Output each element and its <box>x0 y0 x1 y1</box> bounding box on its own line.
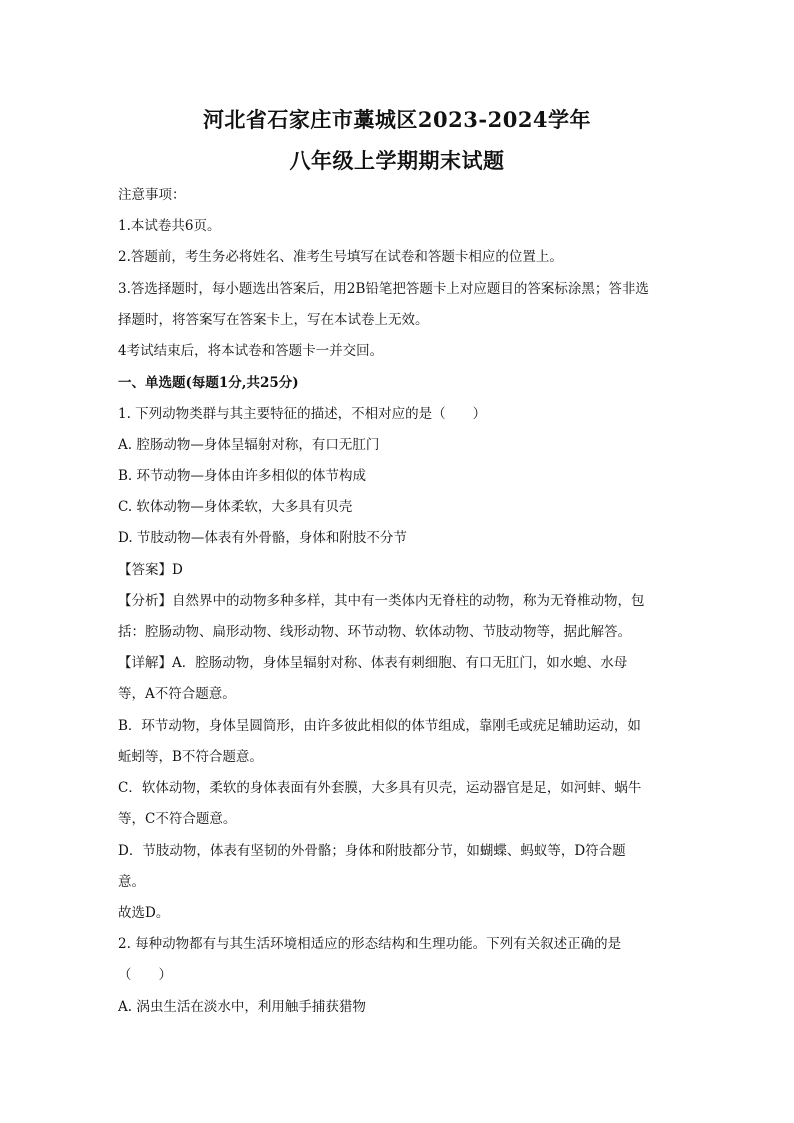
question-1-option-b: B. 环节动物—身体由许多相似的体节构成 <box>118 468 367 484</box>
question-1-explanation-line: 【详解】A．腔肠动物，身体呈辐射对称、体表有刺细胞、有口无肛门，如水螅、水母 <box>118 655 628 671</box>
question-1-conclusion: 故选D。 <box>118 905 170 921</box>
question-1-option-d: D. 节肢动物—体表有外骨骼，身体和附肢不分节 <box>118 530 407 546</box>
notice-item: 3.答选择题时，每小题选出答案后，用2B铅笔把答题卡上对应题目的答案标涂黑；答非选 <box>118 281 649 297</box>
question-1-option-c: C. 软体动物—身体柔软，大多具有贝壳 <box>118 499 353 515</box>
question-2-stem: 2. 每种动物都有与其生活环境相适应的形态结构和生理功能。下列有关叙述正确的是 <box>118 936 622 952</box>
question-1-option-a: A. 腔肠动物—身体呈辐射对称，有口无肛门 <box>118 437 380 453</box>
question-1-analysis-line: 【分析】自然界中的动物多种多样，其中有一类体内无脊柱的动物，称为无脊椎动物，包 <box>118 593 645 609</box>
notice-item: 1.本试卷共6页。 <box>118 218 221 234</box>
question-1-explanation-line: 意。 <box>118 874 145 890</box>
document-title-line-2: 八年级上学期期末试题 <box>289 148 505 173</box>
question-1-analysis-line: 括：腔肠动物、扁形动物、线形动物、环节动物、软体动物、节肢动物等，据此解答。 <box>118 624 631 640</box>
question-2-option-a: A. 涡虫生活在淡水中，利用触手捕获猎物 <box>118 999 366 1015</box>
notice-heading: 注意事项： <box>118 187 186 203</box>
question-1-explanation-line: C．软体动物，柔软的身体表面有外套膜，大多具有贝壳，运动器官是足，如河蚌、蜗牛 <box>118 780 642 796</box>
section-heading: 一、单选题(每题1分,共25分) <box>118 375 299 391</box>
notice-item: 2.答题前，考生务必将姓名、准考生号填写在试卷和答题卡相应的位置上。 <box>118 249 563 265</box>
notice-item: 4考试结束后，将本试卷和答题卡一并交回。 <box>118 343 384 359</box>
question-1-answer: 【答案】D <box>118 562 183 578</box>
question-1-explanation-line: 等，A不符合题意。 <box>118 686 236 702</box>
question-1-explanation-line: B．环节动物，身体呈圆筒形，由许多彼此相似的体节组成，靠刚毛或疣足辅助运动，如 <box>118 718 641 734</box>
question-1-explanation-line: 等，C不符合题意。 <box>118 811 237 827</box>
question-1-stem: 1. 下列动物类群与其主要特征的描述，不相对应的是（ ） <box>118 406 487 422</box>
question-2-stem-continued: （ ） <box>118 967 172 983</box>
question-1-explanation-line: D．节肢动物，体表有坚韧的外骨骼；身体和附肢都分节，如蝴蝶、蚂蚁等，D符合题 <box>118 843 626 859</box>
document-title-line-1: 河北省石家庄市藁城区2023-2024学年 <box>202 107 592 132</box>
question-1-explanation-line: 蚯蚓等，B不符合题意。 <box>118 749 263 765</box>
notice-item: 择题时，将答案写在答案卡上，写在本试卷上无效。 <box>118 312 429 328</box>
